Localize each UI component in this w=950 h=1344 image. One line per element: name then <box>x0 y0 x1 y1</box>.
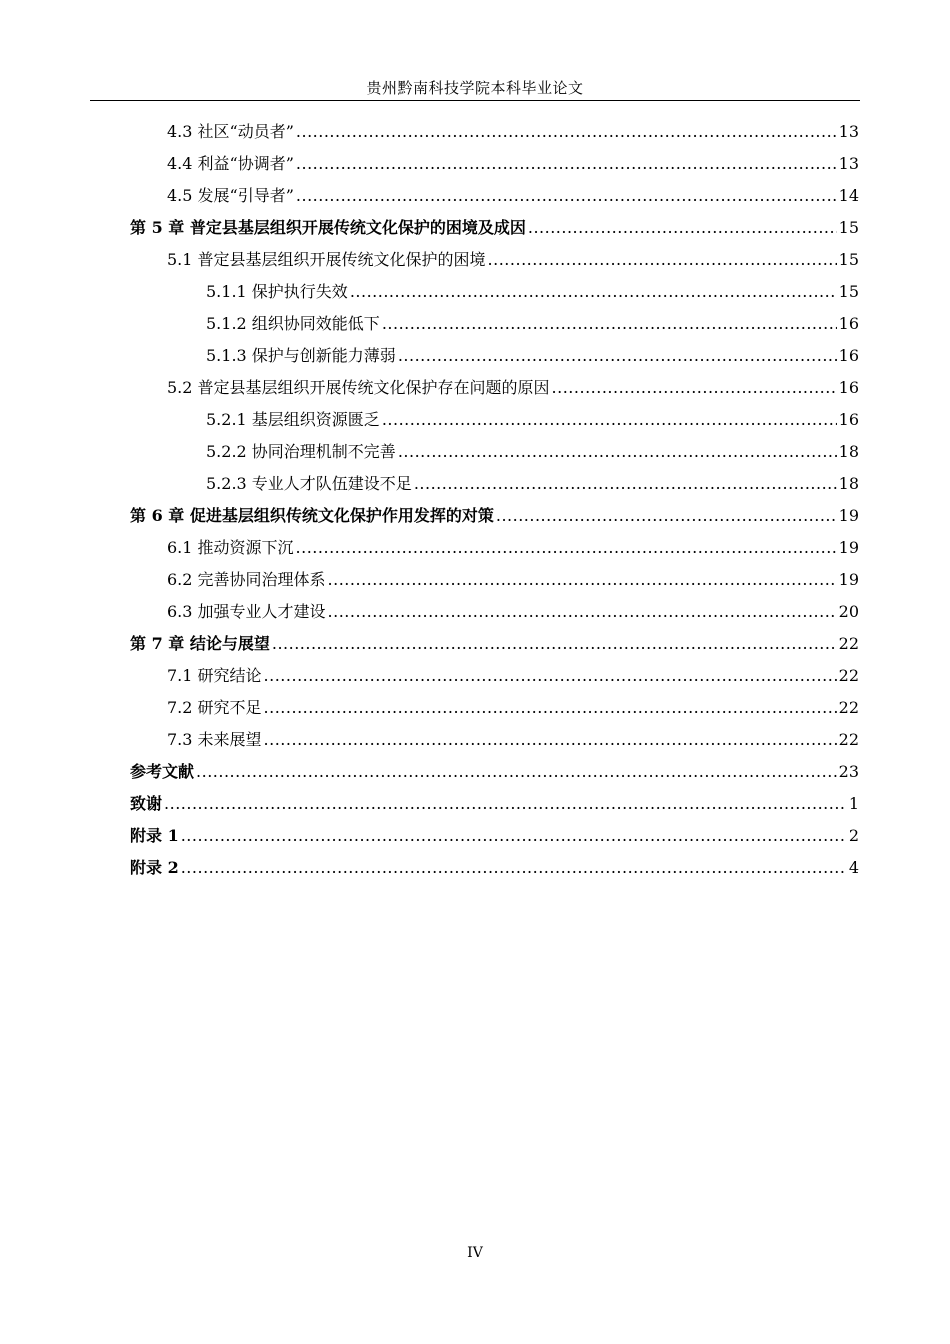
toc-entry[interactable] <box>167 372 859 404</box>
toc-dot-leader <box>164 788 847 820</box>
toc-entry-title: 第 6 章 促进基层组织传统文化保护作用发挥的对策 <box>130 506 494 525</box>
toc-entry-page: 20 <box>838 602 859 621</box>
toc-entry-title: 致谢 <box>130 794 163 813</box>
toc-dot-leader <box>328 564 837 596</box>
header-divider <box>90 100 860 101</box>
toc-entry[interactable] <box>130 756 859 788</box>
toc-entry-page: 19 <box>838 570 859 589</box>
toc-dot-leader <box>264 692 837 724</box>
toc-dot-leader <box>181 852 847 884</box>
toc-dot-leader <box>296 116 837 148</box>
toc-entry[interactable] <box>206 436 859 468</box>
toc-entry-title: 4.5 发展“引导者” <box>167 186 294 205</box>
toc-entry-page: 22 <box>838 634 859 653</box>
toc-entry-page: 16 <box>838 346 859 365</box>
toc-entry-title: 5.2 普定县基层组织开展传统文化保护存在问题的原因 <box>167 378 550 397</box>
toc-entry-title: 7.1 研究结论 <box>167 666 262 685</box>
toc-dot-leader <box>181 820 847 852</box>
toc-entry[interactable] <box>167 180 859 212</box>
toc-entry[interactable] <box>167 564 859 596</box>
toc-entry[interactable] <box>206 404 859 436</box>
toc-entry-title: 7.2 研究不足 <box>167 698 262 717</box>
toc-dot-leader <box>488 244 837 276</box>
toc-entry-page: 22 <box>838 666 859 685</box>
toc-entry[interactable] <box>167 692 859 724</box>
toc-dot-leader <box>296 148 837 180</box>
toc-entry[interactable] <box>167 244 859 276</box>
toc-entry-page: 22 <box>838 730 859 749</box>
toc-entry-title: 5.1.2 组织协同效能低下 <box>206 314 380 333</box>
toc-entry-title: 6.1 推动资源下沉 <box>167 538 294 557</box>
toc-entry-page: 4 <box>848 858 859 877</box>
toc-entry-title: 6.3 加强专业人才建设 <box>167 602 326 621</box>
toc-entry-title: 4.3 社区“动员者” <box>167 122 294 141</box>
toc-entry[interactable] <box>167 148 859 180</box>
toc-entry-page: 19 <box>838 538 859 557</box>
toc-entry-title: 6.2 完善协同治理体系 <box>167 570 326 589</box>
toc-entry-title: 7.3 未来展望 <box>167 730 262 749</box>
toc-dot-leader <box>264 660 837 692</box>
toc-entry-title: 5.2.3 专业人才队伍建设不足 <box>206 474 412 493</box>
toc-entry-title: 5.2.2 协同治理机制不完善 <box>206 442 396 461</box>
toc-entry[interactable] <box>130 628 859 660</box>
toc-entry[interactable] <box>130 820 859 852</box>
toc-entry[interactable] <box>206 276 859 308</box>
toc-entry-page: 16 <box>838 410 859 429</box>
toc-dot-leader <box>350 276 837 308</box>
page-header-title: 贵州黔南科技学院本科毕业论文 <box>366 79 584 97</box>
toc-entry-page: 18 <box>838 474 859 493</box>
toc-entry[interactable] <box>130 212 859 244</box>
toc-entry-title: 第 7 章 结论与展望 <box>130 634 270 653</box>
toc-entry-title: 附录 2 <box>130 858 179 877</box>
toc-entry[interactable] <box>167 724 859 756</box>
toc-entry[interactable] <box>130 500 859 532</box>
toc-entry[interactable] <box>206 308 859 340</box>
toc-entry-title: 5.1.3 保护与创新能力薄弱 <box>206 346 396 365</box>
toc-entry-page: 13 <box>838 154 859 173</box>
toc-entry[interactable] <box>167 532 859 564</box>
toc-entry-title: 5.1.1 保护执行失效 <box>206 282 348 301</box>
toc-entry-title: 第 5 章 普定县基层组织开展传统文化保护的困境及成因 <box>130 218 526 237</box>
toc-entry[interactable] <box>167 660 859 692</box>
toc-dot-leader <box>296 180 837 212</box>
toc-dot-leader <box>196 756 837 788</box>
toc-entry-page: 15 <box>838 250 859 269</box>
toc-entry-title: 参考文献 <box>130 762 195 781</box>
toc-entry-page: 23 <box>838 762 859 781</box>
toc-entry-page: 16 <box>838 378 859 397</box>
toc-dot-leader <box>382 308 837 340</box>
toc-entry-page: 15 <box>838 282 859 301</box>
toc-entry[interactable] <box>130 852 859 884</box>
toc-dot-leader <box>328 596 837 628</box>
toc-entry[interactable] <box>167 116 859 148</box>
toc-dot-leader <box>552 372 837 404</box>
toc-entry-page: 2 <box>848 826 859 845</box>
toc-entry-page: 19 <box>838 506 859 525</box>
toc-entry[interactable] <box>130 788 859 820</box>
toc-dot-leader <box>398 436 837 468</box>
toc-entry[interactable] <box>167 596 859 628</box>
page-number: IV <box>467 1245 483 1261</box>
toc-dot-leader <box>264 724 837 756</box>
toc-entry-page: 14 <box>838 186 859 205</box>
toc-entry-page: 1 <box>848 794 859 813</box>
toc-entry-page: 13 <box>838 122 859 141</box>
toc-entry[interactable] <box>206 468 859 500</box>
toc-dot-leader <box>296 532 837 564</box>
toc-dot-leader <box>414 468 837 500</box>
toc-entry[interactable] <box>206 340 859 372</box>
toc-dot-leader <box>272 628 837 660</box>
toc-entry-page: 16 <box>838 314 859 333</box>
toc-entry-title: 5.1 普定县基层组织开展传统文化保护的困境 <box>167 250 486 269</box>
toc-dot-leader <box>398 340 837 372</box>
toc-entry-title: 附录 1 <box>130 826 179 845</box>
toc-entry-page: 18 <box>838 442 859 461</box>
toc-dot-leader <box>382 404 837 436</box>
toc-entry-page: 15 <box>838 218 859 237</box>
toc-entry-title: 5.2.1 基层组织资源匮乏 <box>206 410 380 429</box>
toc-dot-leader <box>496 500 837 532</box>
toc-entry-title: 4.4 利益“协调者” <box>167 154 294 173</box>
toc-entry-page: 22 <box>838 698 859 717</box>
toc-dot-leader <box>528 212 837 244</box>
